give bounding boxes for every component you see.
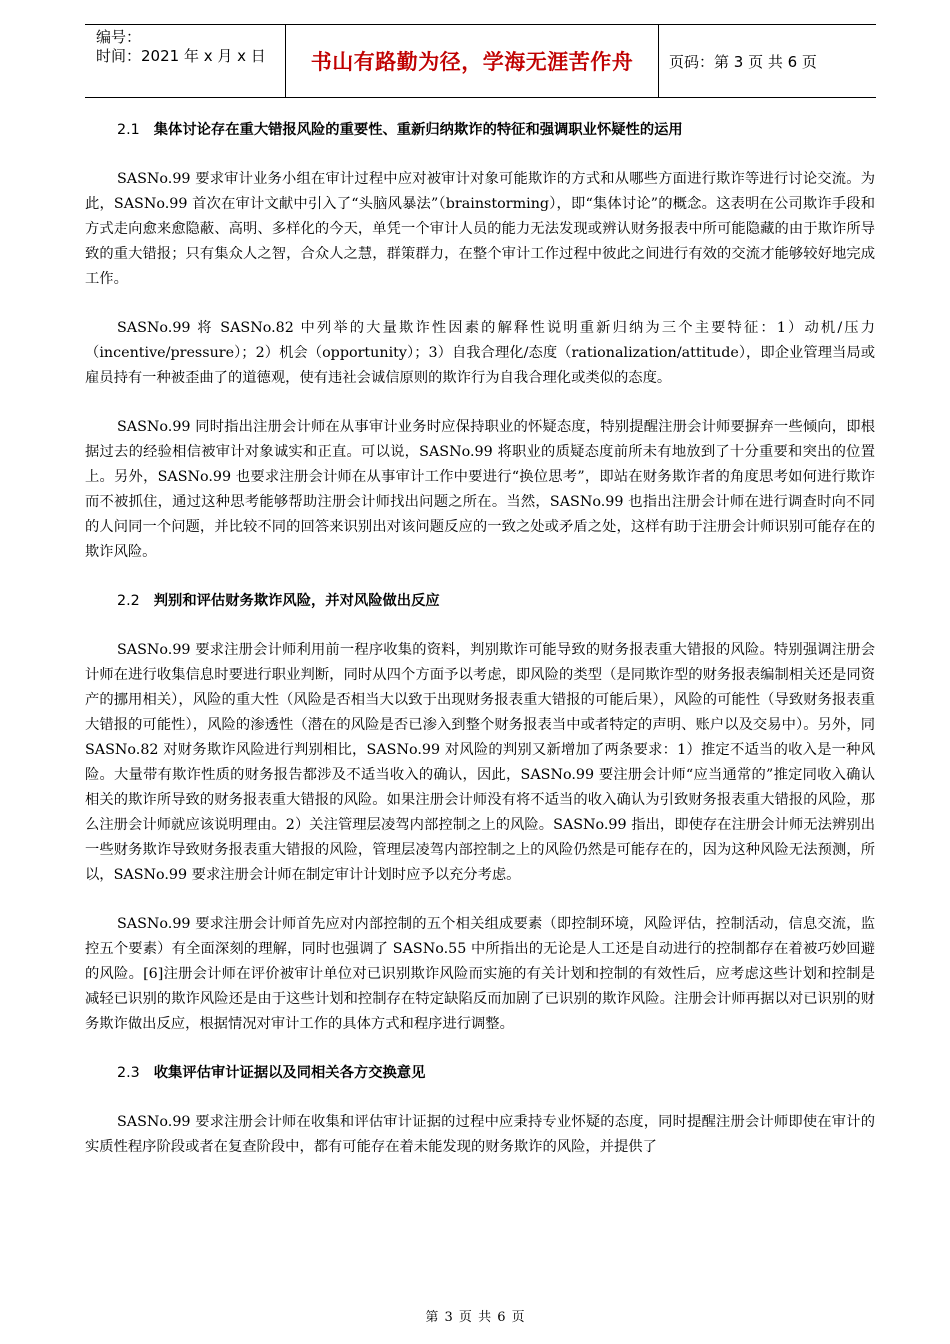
- section-title: 判别和评估财务欺诈风险，并对风险做出反应: [153, 593, 440, 609]
- page-header: [85, 24, 876, 98]
- header-page-indicator: 页码：第 3 页 共 6 页: [669, 52, 817, 71]
- footer-total-pages: 6: [497, 1310, 506, 1325]
- paragraph: SASNo.99 要求注册会计师在收集和评估审计证据的过程中应秉持专业怀疑的态度，同时提醒注册会计师即使在审计的实质性程序阶段或者在复查阶段中，都有可能存在着未能发现的财务欺诈的风险，并提供了: [85, 1114, 875, 1155]
- section-number: 2.2: [117, 593, 140, 609]
- document-number-label: 编号：: [96, 28, 142, 46]
- paragraph: SASNo.99 同时指出注册会计师在从事审计业务时应保持职业的怀疑态度，特别提醒注册会计师要摒弃一些倾向，即根据过去的经验相信被审计对象诚实和正直。可以说，SASNo.99 将职业的质疑态度前所未有地放到了十分重要和突出的位置上。另外，SASNo.99 也要求注册会计师在从事审计工作中要进行“换位思考”，即站在财务欺诈者的角度思考如何进行欺诈而不被抓住，通过这种思考能够帮助注册会计师找出问题之所在。当然，SASNo.99 也指出注册会计师在进行调查时向不同的人问同一个问题，并比较不同的回答来识别出对该问题反应的一致之处或矛盾之处，这样有助于注册会计师识别可能存在的欺诈风险。: [85, 419, 875, 560]
- paragraph: SASNo.99 要求注册会计师利用前一程序收集的资料，判别欺诈可能导致的财务报表重大错报的风险。特别强调注册会计师在进行收集信息时要进行职业判断，同时从四个方面予以考虑，即风险的类型（是同欺诈型的财务报表编制相关还是同资产的挪用相关），风险的重大性（风险是否相当大以致于出现财务报表重大错报的可能后果），风险的可能性（导致财务报表重大错报的可能性），风险的渗透性（潜在的风险是否已渗入到整个财务报表当中或者特定的声明、账户以及交易中）。另外，同 SASNo.82 对财务欺诈风险进行判别相比，SASNo.99 对风险的判别又新增加了两条要求：1）推定不适当的收入是一种风险。大量带有欺诈性质的财务报告都涉及不适当收入的确认，因此，SASNo.99 要注册会计师“应当通常的”推定同收入确认相关的欺诈所导致的财务报表重大错报的风险。如果注册会计师没有将不适当的收入确认为引致财务报表重大错报的风险，那么注册会计师就应该说明理由。2）关注管理层凌驾内部控制之上的风险。SASNo.99 指出，即使存在注册会计师无法辨别出一些财务欺诈导致财务报表重大错报的风险，管理层凌驾内部控制之上的风险仍然是可能存在的，因为这种风险无法预测，所以，SASNo.99 要求注册会计师在制定审计计划时应予以充分考虑。: [85, 642, 875, 883]
- document-time-label: 时间：2021 年 x 月 x 日: [96, 47, 266, 65]
- section-number: 2.3: [117, 1065, 140, 1081]
- page-footer: [0, 1306, 950, 1325]
- paragraph: SASNo.99 要求审计业务小组在审计过程中应对被审计对象可能欺诈的方式和从哪些方面进行欺诈等进行讨论交流。为此，SASNo.99 首次在审计文献中引入了“头脑风暴法”（brainstorming），即“集体讨论”的概念。这表明在公司欺诈手段和方式走向愈来愈隐蔽、高明、多样化的今天，单凭一个审计人员的能力无法发现或辨认财务报表中所可能隐藏的由于欺诈所导致的重大错报；只有集众人之智，合众人之慧，群策群力，在整个审计工作过程中彼此之间进行有效的交流才能够较好地完成工作。: [85, 171, 875, 287]
- document-body: [85, 118, 875, 1184]
- section-title: 集体讨论存在重大错报风险的重要性、重新归纳欺诈的特征和强调职业怀疑性的运用: [153, 122, 683, 138]
- section-number: 2.1: [117, 122, 140, 138]
- footer-current-page: 3: [444, 1310, 453, 1325]
- header-meta: [85, 25, 285, 97]
- paragraph: SASNo.99 将 SASNo.82 中列举的大量欺诈性因素的解释性说明重新归纳为三个主要特征：1）动机/压力（incentive/pressure）；2）机会（opportunity）；3）自我合理化/态度（rationalization/attitude），即企业管理当局或雇员持有一种被歪曲了的道德观，使有违社会诚信原则的欺诈行为自我合理化或类似的态度。: [85, 320, 875, 386]
- footer-total-unit: 页: [511, 1310, 525, 1325]
- section-heading-2-3: [85, 1061, 875, 1086]
- header-motto: 书山有路勤为径，学海无涯苦作舟: [285, 25, 659, 97]
- footer-page-word: 第: [425, 1310, 439, 1325]
- section-title: 收集评估审计证据以及同相关各方交换意见: [153, 1065, 426, 1081]
- footer-total-word: 共: [478, 1310, 492, 1325]
- section-heading-2-1: [85, 118, 875, 143]
- paragraph: SASNo.99 要求注册会计师首先应对内部控制的五个相关组成要素（即控制环境，风险评估，控制活动，信息交流，监控五个要素）有全面深刻的理解，同时也强调了 SASNo.55 中所指出的无论是人工还是自动进行的控制都存在着被巧妙回避的风险。[6]注册会计师在评价被审计单位对已识别欺诈风险而实施的有关计划和控制的有效性后，应考虑这些计划和控制是减轻已识别的欺诈风险还是由于这些计划和控制存在特定缺陷反而加剧了已识别的欺诈风险。注册会计师再据以对已识别的财务欺诈做出反应，根据情况对审计工作的具体方式和程序进行调整。: [85, 916, 875, 1032]
- footer-page-unit: 页: [458, 1310, 472, 1325]
- section-heading-2-2: [85, 589, 875, 614]
